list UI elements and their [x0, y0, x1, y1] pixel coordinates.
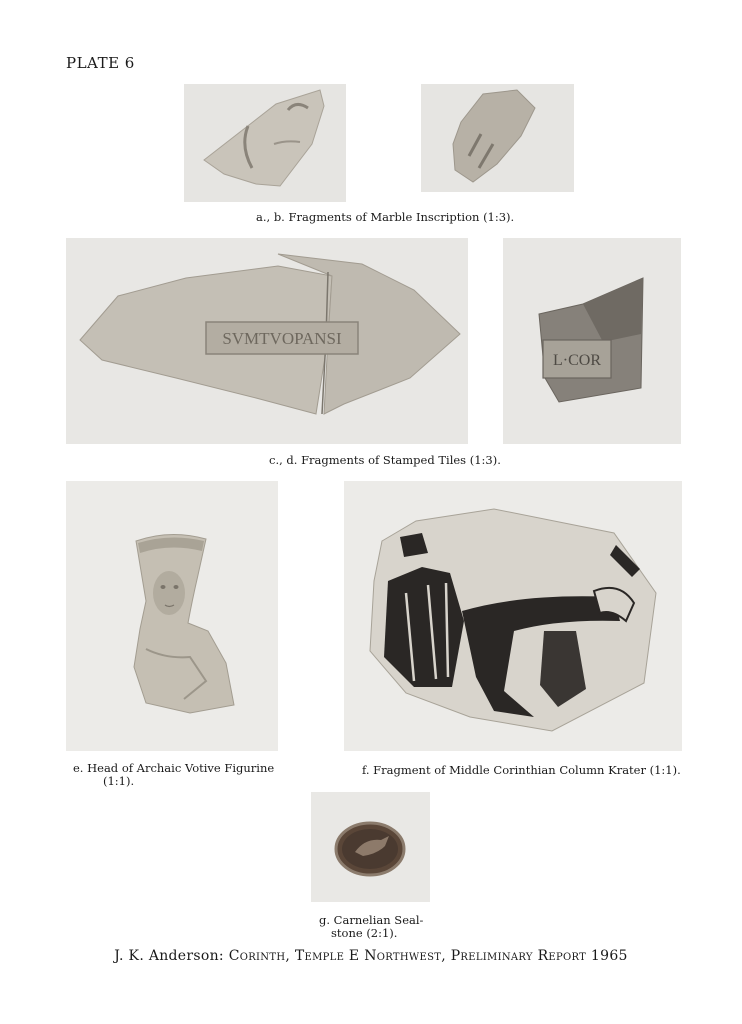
photo-carnelian-sealstone-g: [311, 792, 430, 902]
marble-fragment-b-image: [421, 84, 574, 192]
krater-fragment-f-image: [344, 481, 682, 751]
footer-separator: :: [218, 948, 229, 964]
caption-f: f. Fragment of Middle Corinthian Column Krater (1:1).: [362, 763, 681, 777]
photo-stamped-tile-d: [503, 238, 681, 444]
caption-g-line2: stone (2:1).: [331, 926, 398, 940]
photo-stamped-tile-c: [66, 238, 468, 444]
carnelian-sealstone-g-image: [311, 792, 430, 902]
photo-votive-figurine-e: [66, 481, 278, 751]
stamped-tile-d-image: [503, 238, 681, 444]
footer-author: J. K. Anderson: [114, 948, 219, 964]
caption-e-line1: e. Head of Archaic Votive Figurine: [73, 761, 275, 775]
photo-krater-fragment-f: [344, 481, 682, 751]
votive-figurine-e-image: [66, 481, 278, 751]
caption-e-line2: (1:1).: [103, 774, 135, 788]
plate-label: PLATE 6: [66, 54, 135, 72]
footer-citation: [0, 948, 742, 964]
stamped-tile-c-image: [66, 238, 468, 444]
caption-g-line1: g. Carnelian Seal-: [319, 913, 424, 927]
photo-marble-fragment-b: [421, 84, 574, 192]
caption-ab: a., b. Fragments of Marble Inscription (1:3).: [256, 210, 515, 224]
marble-fragment-a-image: [184, 84, 346, 202]
stamp-c-text: SVMTVOPANSI: [222, 329, 342, 348]
photo-marble-fragment-a: [184, 84, 346, 202]
caption-cd: c., d. Fragments of Stamped Tiles (1:3).: [269, 453, 501, 467]
stamp-d-text: L·COR: [553, 352, 601, 369]
footer-title: Corinth, Temple E Northwest, Preliminary Report 1965: [228, 948, 628, 964]
